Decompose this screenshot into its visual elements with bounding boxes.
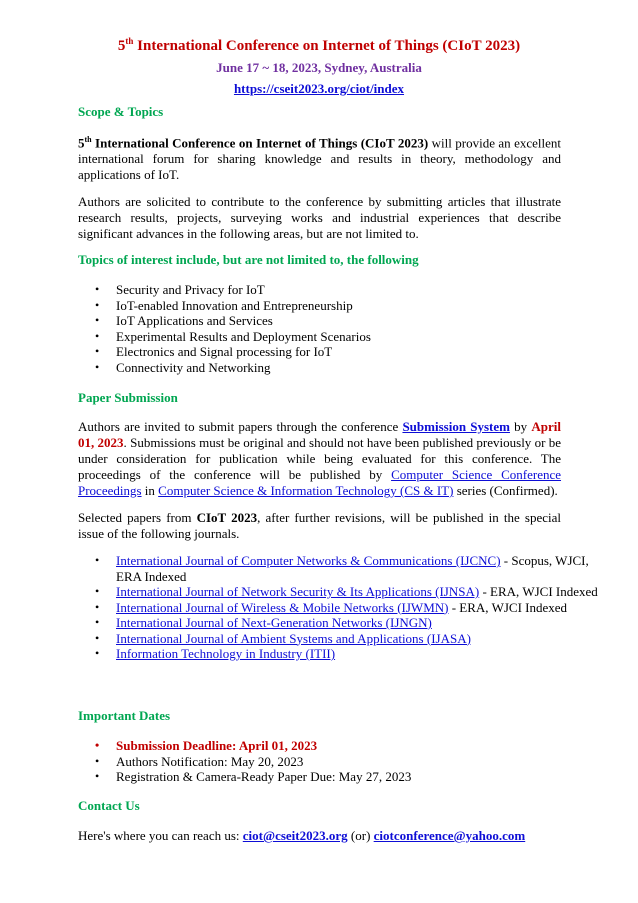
list-item: [116, 631, 599, 647]
journal-link-ijwmn[interactable]: International Journal of Wireless & Mobile Networks (IJWMN): [116, 599, 449, 615]
list-item: • Registration & Camera-Ready Paper Due: May 27, 2023: [116, 769, 599, 785]
conference-url-link[interactable]: https://cseit2023.org/ciot/index: [233, 81, 405, 96]
list-item: [116, 615, 599, 631]
journal-link-ijnsa[interactable]: International Journal of Network Security & Its Applications (IJNSA): [116, 584, 480, 599]
csit-link[interactable]: Computer Science & Information Technology (CS & IT): [158, 483, 454, 498]
list-item: • Submission Deadline: April 01, 2023: [116, 738, 599, 754]
contact-line: Here's where you can reach us: ciot@cseit2023.org (or) ciotconference@yahoo.com: [78, 828, 526, 843]
list-item: • Authors Notification: May 20, 2023: [116, 754, 599, 770]
scope-paragraph-2: Authors are solicited to contribute to the conference by submitting articles that illustrate research results, projects, surveying works and industrial experiences that describe significant advances in the following areas, but are not limited to.: [78, 194, 561, 241]
email-link-yahoo[interactable]: ciotconference@yahoo.com: [373, 828, 526, 843]
list-item: • Security and Privacy for IoT: [116, 282, 599, 298]
proceedings-link[interactable]: Computer Science Conference Proceedings: [78, 467, 562, 498]
topics-heading: Topics of interest include, but are not limited to, the following: [78, 252, 419, 267]
list-item: • IoT-enabled Innovation and Entrepreneurship: [116, 298, 599, 314]
dates-list: [78, 738, 599, 785]
scope-paragraph-1: 5th International Conference on Internet of Things (CIoT 2023) will provide an excellent international forum for sharing knowledge and results in theory, methodology and applications of IoT.: [78, 135, 562, 183]
scope-heading: Scope & Topics: [78, 104, 164, 119]
list-item: • Experimental Results and Deployment Scenarios: [116, 329, 599, 345]
journal-link-itii[interactable]: Information Technology in Industry (ITII): [116, 646, 336, 661]
conference-url: [0, 81, 638, 97]
list-item: • International Journal of Wireless & Mobile Networks (IJWMN) - ERA, WJCI Indexed: [116, 600, 599, 616]
list-item: • Connectivity and Networking: [116, 360, 599, 376]
list-item: • Electronics and Signal processing for IoT: [116, 344, 599, 360]
submission-paragraph-2: Selected papers from CIoT 2023, after further revisions, will be published in the special issue of the following journals.: [78, 510, 561, 541]
journals-list: [78, 553, 599, 662]
journal-link-ijcnc[interactable]: International Journal of Computer Networks & Communications (IJCNC): [116, 553, 501, 568]
important-dates-heading: Important Dates: [78, 708, 171, 723]
contact-heading: Contact Us: [78, 798, 140, 813]
list-item: • International Journal of Computer Networks & Communications (IJCNC) - Scopus, WJCI, ERA Indexed: [116, 553, 599, 584]
conference-title: 5th International Conference on Internet of Things (CIoT 2023): [117, 36, 521, 54]
submission-heading: Paper Submission: [78, 390, 178, 405]
list-item: • International Journal of Network Security & Its Applications (IJNSA) - ERA, WJCI Indexed: [116, 584, 599, 600]
topics-list: [78, 282, 599, 375]
list-item: • IoT Applications and Services: [116, 313, 599, 329]
email-link-ciot[interactable]: ciot@cseit2023.org: [242, 828, 348, 843]
list-item: [116, 646, 599, 662]
submission-paragraph-1: Authors are invited to submit papers through the conference Submission System by April 01, 2023. Submissions must be original and should not have been published previously or be under consideration for publication while being evaluated for this conference. The proceedings of the conference will be published by Computer Science Conference Proceedings in Computer Science & Information Technology (CS & IT) series (Confirmed).: [78, 419, 562, 498]
journal-link-ijngn[interactable]: International Journal of Next-Generation Networks (IJNGN): [116, 615, 432, 630]
submission-system-link[interactable]: Submission System: [402, 419, 510, 434]
journal-link-ijasa[interactable]: International Journal of Ambient Systems and Applications (IJASA): [116, 630, 471, 646]
conference-dates: June 17 ~ 18, 2023, Sydney, Australia: [216, 60, 422, 75]
